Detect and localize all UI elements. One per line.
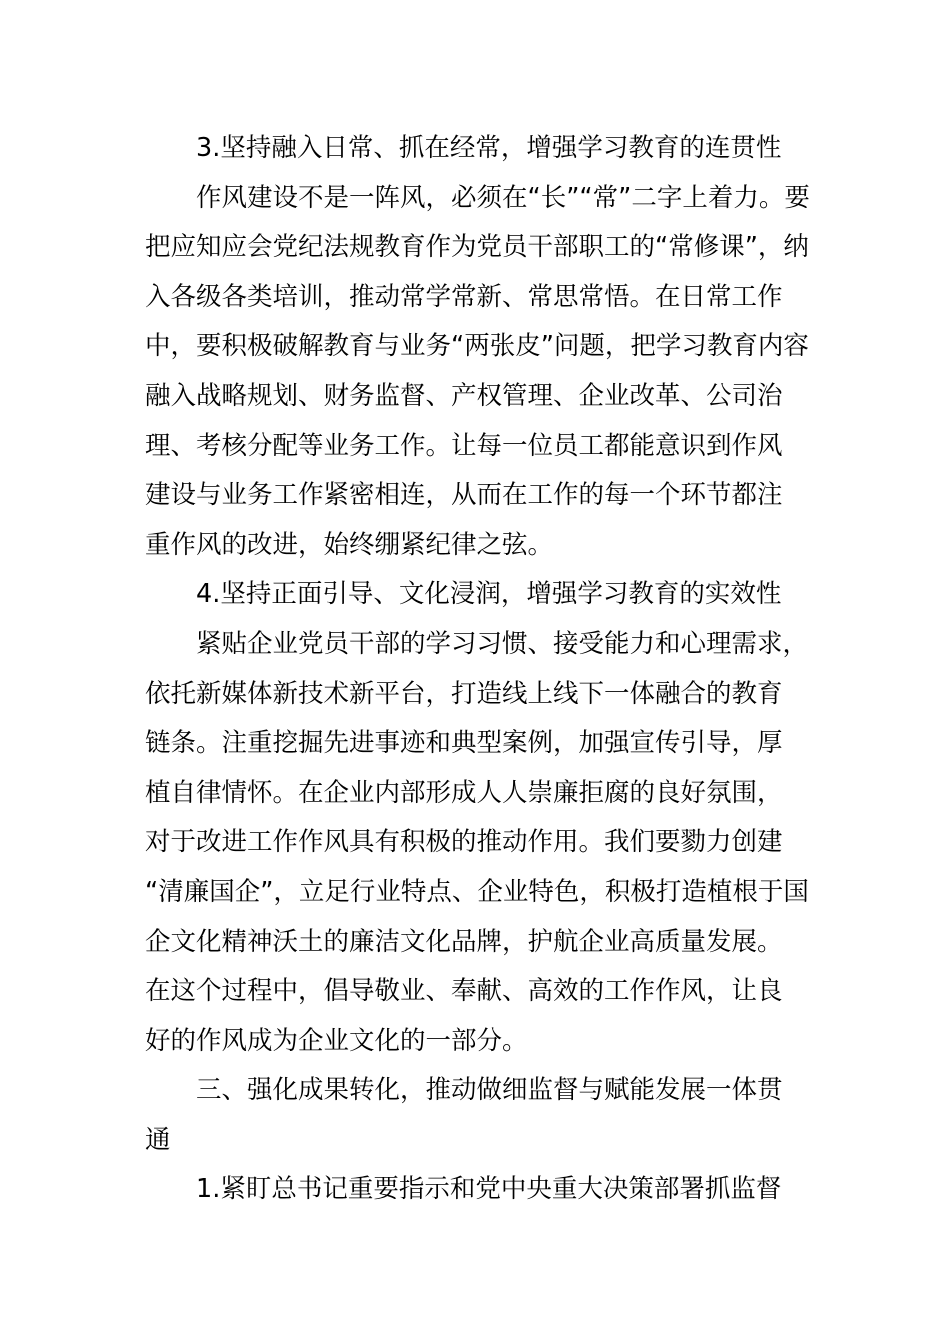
paragraph-line: 紧贴企业党员干部的学习习惯、接受能力和心理需求， [196,628,809,659]
document-body [145,124,815,1215]
paragraph-line: 依托新媒体新技术新平台，打造线上线下一体融合的教育 [145,678,783,709]
paragraph-line: 入各级各类培训，推动常学常新、常思常悟。在日常工作 [145,281,783,312]
paragraph-line: 重作风的改进，始终绷紧纪律之弦。 [145,529,554,560]
section-heading-3: 3.坚持融入日常、抓在经常，增强学习教育的连贯性 [196,133,782,163]
paragraph-line: 在这个过程中，倡导敬业、奉献、高效的工作作风，让良 [145,976,783,1007]
paragraph-line: 对于改进工作作风具有积极的推动作用。我们要勠力创建 [145,827,783,858]
paragraph-line: 作风建设不是一阵风，必须在“长”“常”二字上着力。要 [196,182,810,213]
paragraph-line: 建设与业务工作紧密相连，从而在工作的每一个环节都注 [145,480,783,511]
chapter-heading-3-continued: 通 [145,1124,171,1155]
paragraph-line: 好的作风成为企业文化的一部分。 [145,1025,528,1056]
paragraph-line: “清廉国企”，立足行业特点、企业特色，积极打造植根于国 [145,876,809,907]
paragraph-line: 把应知应会党纪法规教育作为党员干部职工的“常修课”，纳 [145,232,809,263]
paragraph-line: 链条。注重挖掘先进事迹和典型案例，加强宣传引导，厚 [145,728,783,759]
paragraph-line: 植自律情怀。在企业内部形成人人崇廉拒腐的良好氛围， [145,777,783,808]
paragraph-line: 理、考核分配等业务工作。让每一位员工都能意识到作风 [145,430,783,461]
paragraph-line: 企文化精神沃土的廉洁文化品牌，护航企业高质量发展。 [145,926,783,957]
paragraph-line: 融入战略规划、财务监督、产权管理、企业改革、公司治 [145,380,783,411]
section-heading-4: 4.坚持正面引导、文化浸润，增强学习教育的实效性 [196,579,782,610]
paragraph-line: 中，要积极破解教育与业务“两张皮”问题，把学习教育内容 [145,331,809,362]
chapter-heading-3: 三、强化成果转化，推动做细监督与赋能发展一体贯 [196,1075,783,1106]
section-heading-1: 1.紧盯总书记重要指示和党中央重大决策部署抓监督 [196,1174,782,1205]
